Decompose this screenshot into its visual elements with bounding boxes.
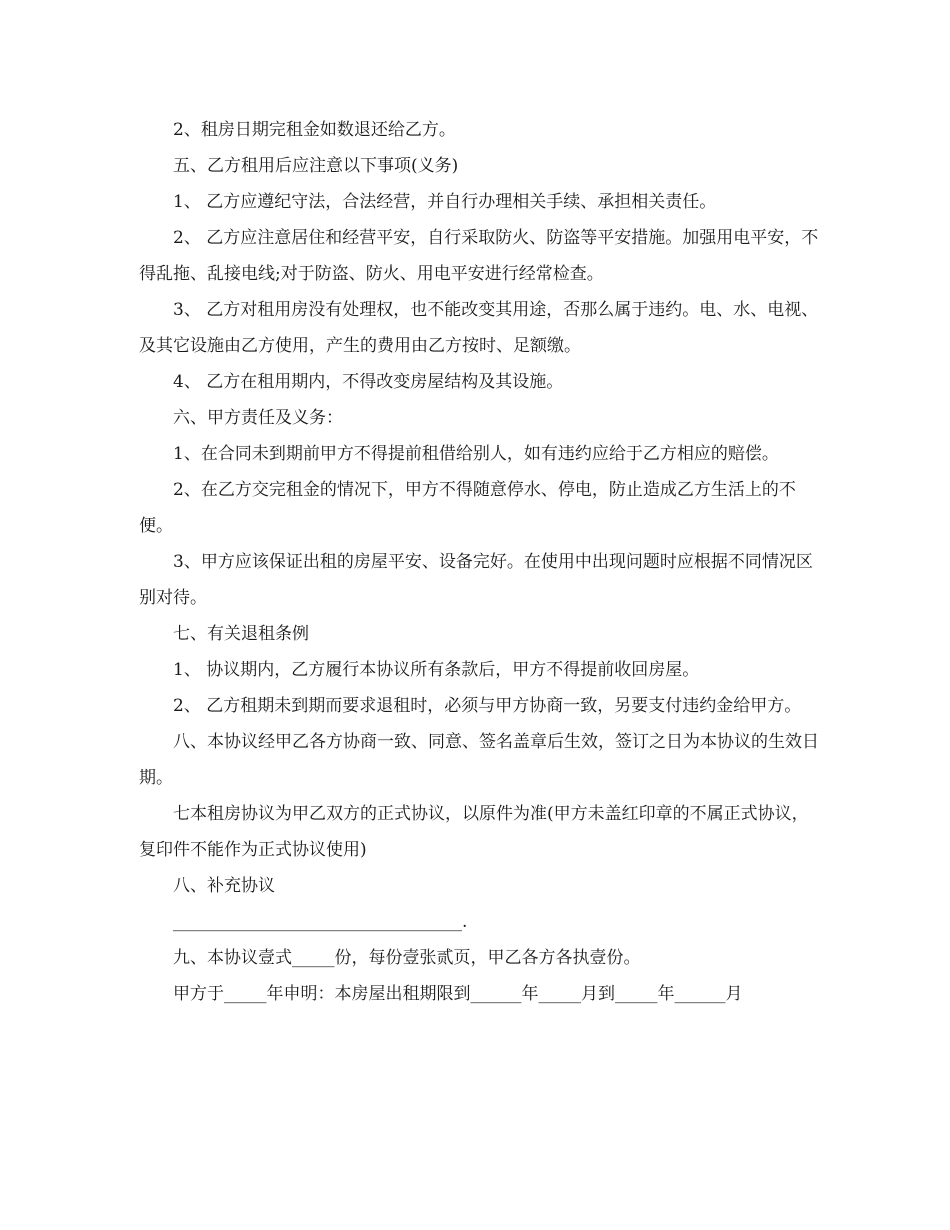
paragraph: 九、本协议壹式_____份，每份壹张贰页，甲乙各方各执壹份。 <box>173 948 641 968</box>
paragraph: 七本租房协议为甲乙双方的正式协议，以原件为准(甲方未盖红印章的不属正式协议，复印件不能作为正式协议使用) <box>139 804 809 860</box>
section-heading: 七、有关退租条例 <box>173 624 309 644</box>
paragraph: 2、 乙方应注意居住和经营平安，自行采取防火、防盗等平安措施。加强用电平安，不得乱拖、乱接电线;对于防盗、防火、用电平安进行经常检查。 <box>139 228 819 284</box>
section-heading: 五、乙方租用后应注意以下事项(义务) <box>173 156 459 176</box>
paragraph: 2、 乙方租期未到期而要求退租时，必须与甲方协商一致，另要支付违约金给甲方。 <box>173 696 802 716</box>
document-body <box>139 112 819 1012</box>
paragraph: 甲方于_____年申明：本房屋出租期限到______年_____月到_____年______月 <box>173 984 743 1004</box>
blank-line: __________________________________. <box>173 912 468 932</box>
paragraph: 4、 乙方在租用期内，不得改变房屋结构及其设施。 <box>173 372 564 392</box>
paragraph: 3、 乙方对租用房没有处理权，也不能改变其用途，否那么属于违约。电、水、电视、及其它设施由乙方使用，产生的费用由乙方按时、足额缴。 <box>139 300 819 356</box>
section-heading: 八、补充协议 <box>173 876 275 896</box>
section-heading: 六、甲方责任及义务： <box>173 408 343 428</box>
paragraph: 2、租房日期完租金如数退还给乙方。 <box>173 120 456 140</box>
paragraph: 3、甲方应该保证出租的房屋平安、设备完好。在使用中出现问题时应根据不同情况区别对待。 <box>139 552 813 608</box>
paragraph: 2、在乙方交完租金的情况下，甲方不得随意停水、停电，防止造成乙方生活上的不便。 <box>139 480 796 536</box>
paragraph: 1、在合同未到期前甲方不得提前租借给别人，如有违约应给于乙方相应的赔偿。 <box>173 444 779 464</box>
paragraph: 八、本协议经甲乙各方协商一致、同意、签名盖章后生效，签订之日为本协议的生效日期。 <box>139 732 819 788</box>
paragraph: 1、 协议期内，乙方履行本协议所有条款后，甲方不得提前收回房屋。 <box>173 660 700 680</box>
paragraph: 1、 乙方应遵纪守法，合法经营，并自行办理相关手续、承担相关责任。 <box>173 192 717 212</box>
